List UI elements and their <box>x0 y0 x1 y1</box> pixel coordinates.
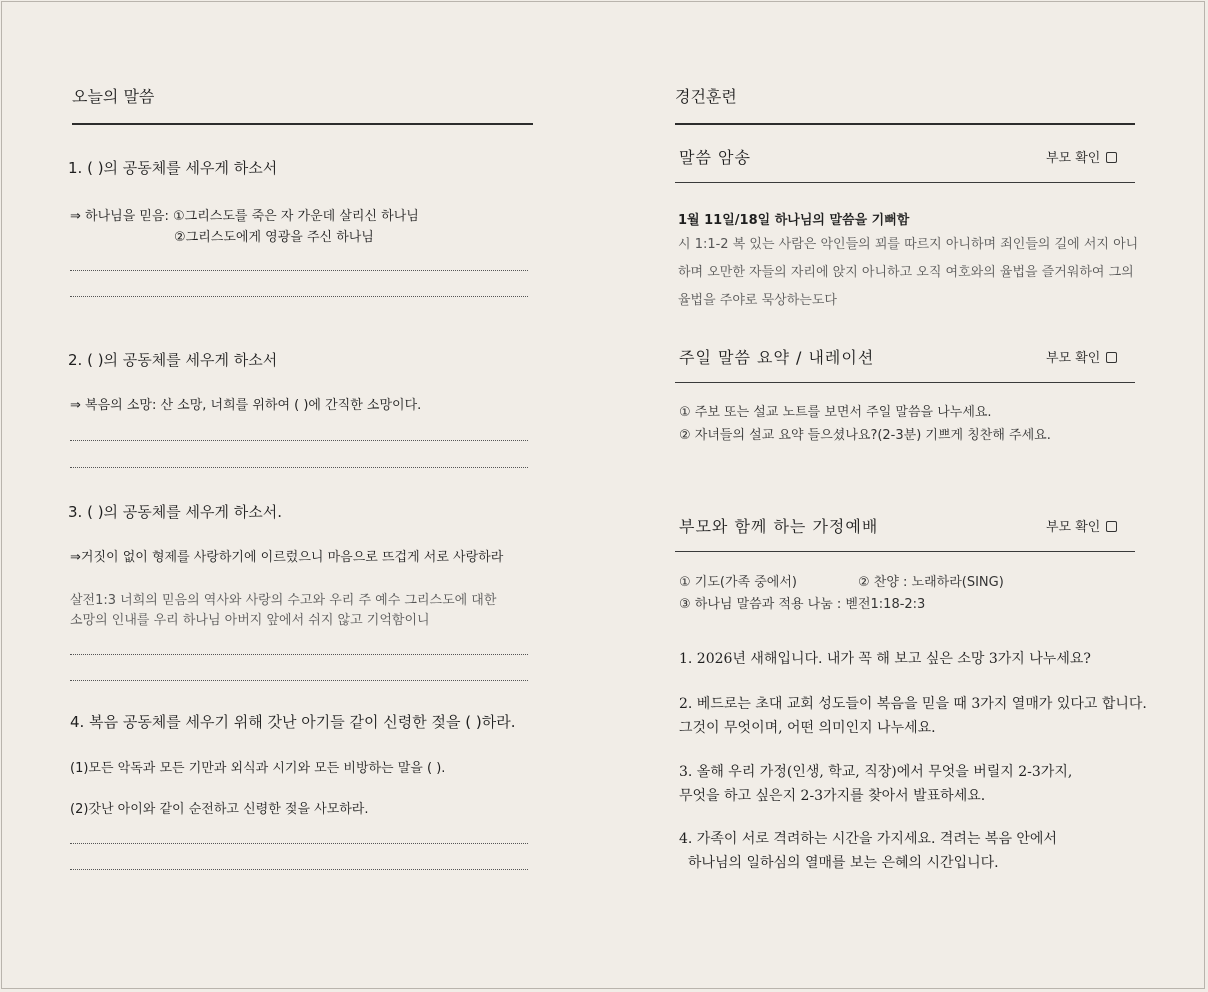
question-2-title: 2. ( )의 공동체를 세우게 하소서 <box>68 351 278 369</box>
question-4-title: 4. 복음 공동체를 세우기 위해 갓난 아기들 같이 신령한 젖을 ( )하라. <box>70 713 516 731</box>
question-3-verse-1: 살전1:3 너희의 믿음의 역사와 사랑의 수고와 우리 주 예수 그리스도에 대한 <box>70 593 497 608</box>
check-label: 부모 확인 <box>1046 151 1101 166</box>
question-1-line-1: ⇒ 하나님을 믿음: ①그리스도를 죽은 자 가운데 살리신 하나님 <box>70 209 419 224</box>
question-4-line-1: (1)모든 악독과 모든 기만과 외식과 시기와 모든 비방하는 말을 ( ). <box>70 761 446 776</box>
worship-header: 부모와 함께 하는 가정예배 <box>679 517 879 536</box>
summary-parent-check[interactable] <box>1046 347 1117 366</box>
answer-line <box>70 440 528 441</box>
right-section-title: 경건훈련 <box>675 87 737 106</box>
left-title-divider <box>72 123 533 125</box>
question-3-verse-2: 소망의 인내를 우리 하나님 아버지 앞에서 쉬지 않고 기억함이니 <box>70 613 430 628</box>
worship-parent-check[interactable] <box>1046 516 1117 535</box>
question-3-line-1: ⇒거짓이 없이 형제를 사랑하기에 이르렀으니 마음으로 뜨겁게 서로 사랑하라 <box>70 550 504 565</box>
memorize-divider <box>675 182 1135 183</box>
discussion-question-1: 1. 2026년 새해입니다. 내가 꼭 해 보고 싶은 소망 3가지 나누세요? <box>679 651 1091 667</box>
worship-item-1b: ② 찬양 : 노래하라(SING) <box>858 575 1004 590</box>
question-1-title: 1. ( )의 공동체를 세우게 하소서 <box>68 159 278 177</box>
question-1-line-2: ②그리스도에게 영광을 주신 하나님 <box>174 230 374 245</box>
answer-line <box>70 296 528 297</box>
worship-divider <box>675 551 1135 552</box>
summary-item-2: ② 자녀들의 설교 요약 들으셨나요?(2-3분) 기쁘게 칭찬해 주세요. <box>679 428 1051 443</box>
summary-item-1: ① 주보 또는 설교 노트를 보면서 주일 말씀을 나누세요. <box>679 405 992 420</box>
memorize-date-line: 1월 11일/18일 하나님의 말씀을 기뻐함 <box>678 213 910 228</box>
memorize-header: 말씀 암송 <box>679 148 751 167</box>
question-4-line-2: (2)갓난 아이와 같이 순전하고 신령한 젖을 사모하라. <box>70 802 369 817</box>
memorize-parent-check[interactable] <box>1046 147 1117 166</box>
left-section-title: 오늘의 말씀 <box>72 87 155 106</box>
summary-header: 주일 말씀 요약 / 내레이션 <box>679 348 875 367</box>
worship-item-2: ③ 하나님 말씀과 적용 나눔 : 벧전1:18-2:3 <box>679 597 926 612</box>
answer-line <box>70 467 528 468</box>
checkbox[interactable] <box>1106 352 1117 363</box>
check-label: 부모 확인 <box>1046 520 1101 535</box>
check-label: 부모 확인 <box>1046 351 1101 366</box>
discussion-question-3: 3. 올해 우리 가정(인생, 학교, 직장)에서 무엇을 버릴지 2-3가지, 무엇을 하고 싶은지 2-3가지를 찾아서 발표하세요. <box>679 764 1073 804</box>
checkbox[interactable] <box>1106 521 1117 532</box>
memorize-verse: 시 1:1-2 복 있는 사람은 악인들의 꾀를 따르지 아니하며 죄인들의 길에 서지 아니하며 오만한 자들의 자리에 앉지 아니하고 오직 여호와의 율법을 즐거워하여 그의 율법을 주야로 묵상하는도다 <box>678 237 1139 308</box>
worship-item-1a: ① 기도(가족 중에서) <box>679 575 797 590</box>
answer-line <box>70 654 528 655</box>
discussion-question-4: 4. 가족이 서로 격려하는 시간을 가지세요. 격려는 복음 안에서 하나님의 일하심의 열매를 보는 은혜의 시간입니다. <box>679 831 1057 871</box>
answer-line <box>70 680 528 681</box>
right-title-divider <box>675 123 1135 125</box>
answer-line <box>70 843 528 844</box>
discussion-question-2: 2. 베드로는 초대 교회 성도들이 복음을 믿을 때 3가지 열매가 있다고 합니다. 그것이 무엇이며, 어떤 의미인지 나누세요. <box>679 696 1147 736</box>
answer-line <box>70 869 528 870</box>
answer-line <box>70 270 528 271</box>
question-2-line-1: ⇒ 복음의 소망: 산 소망, 너희를 위하여 ( )에 간직한 소망이다. <box>70 398 422 413</box>
question-3-title: 3. ( )의 공동체를 세우게 하소서. <box>68 503 283 521</box>
summary-divider <box>675 382 1135 383</box>
checkbox[interactable] <box>1106 152 1117 163</box>
